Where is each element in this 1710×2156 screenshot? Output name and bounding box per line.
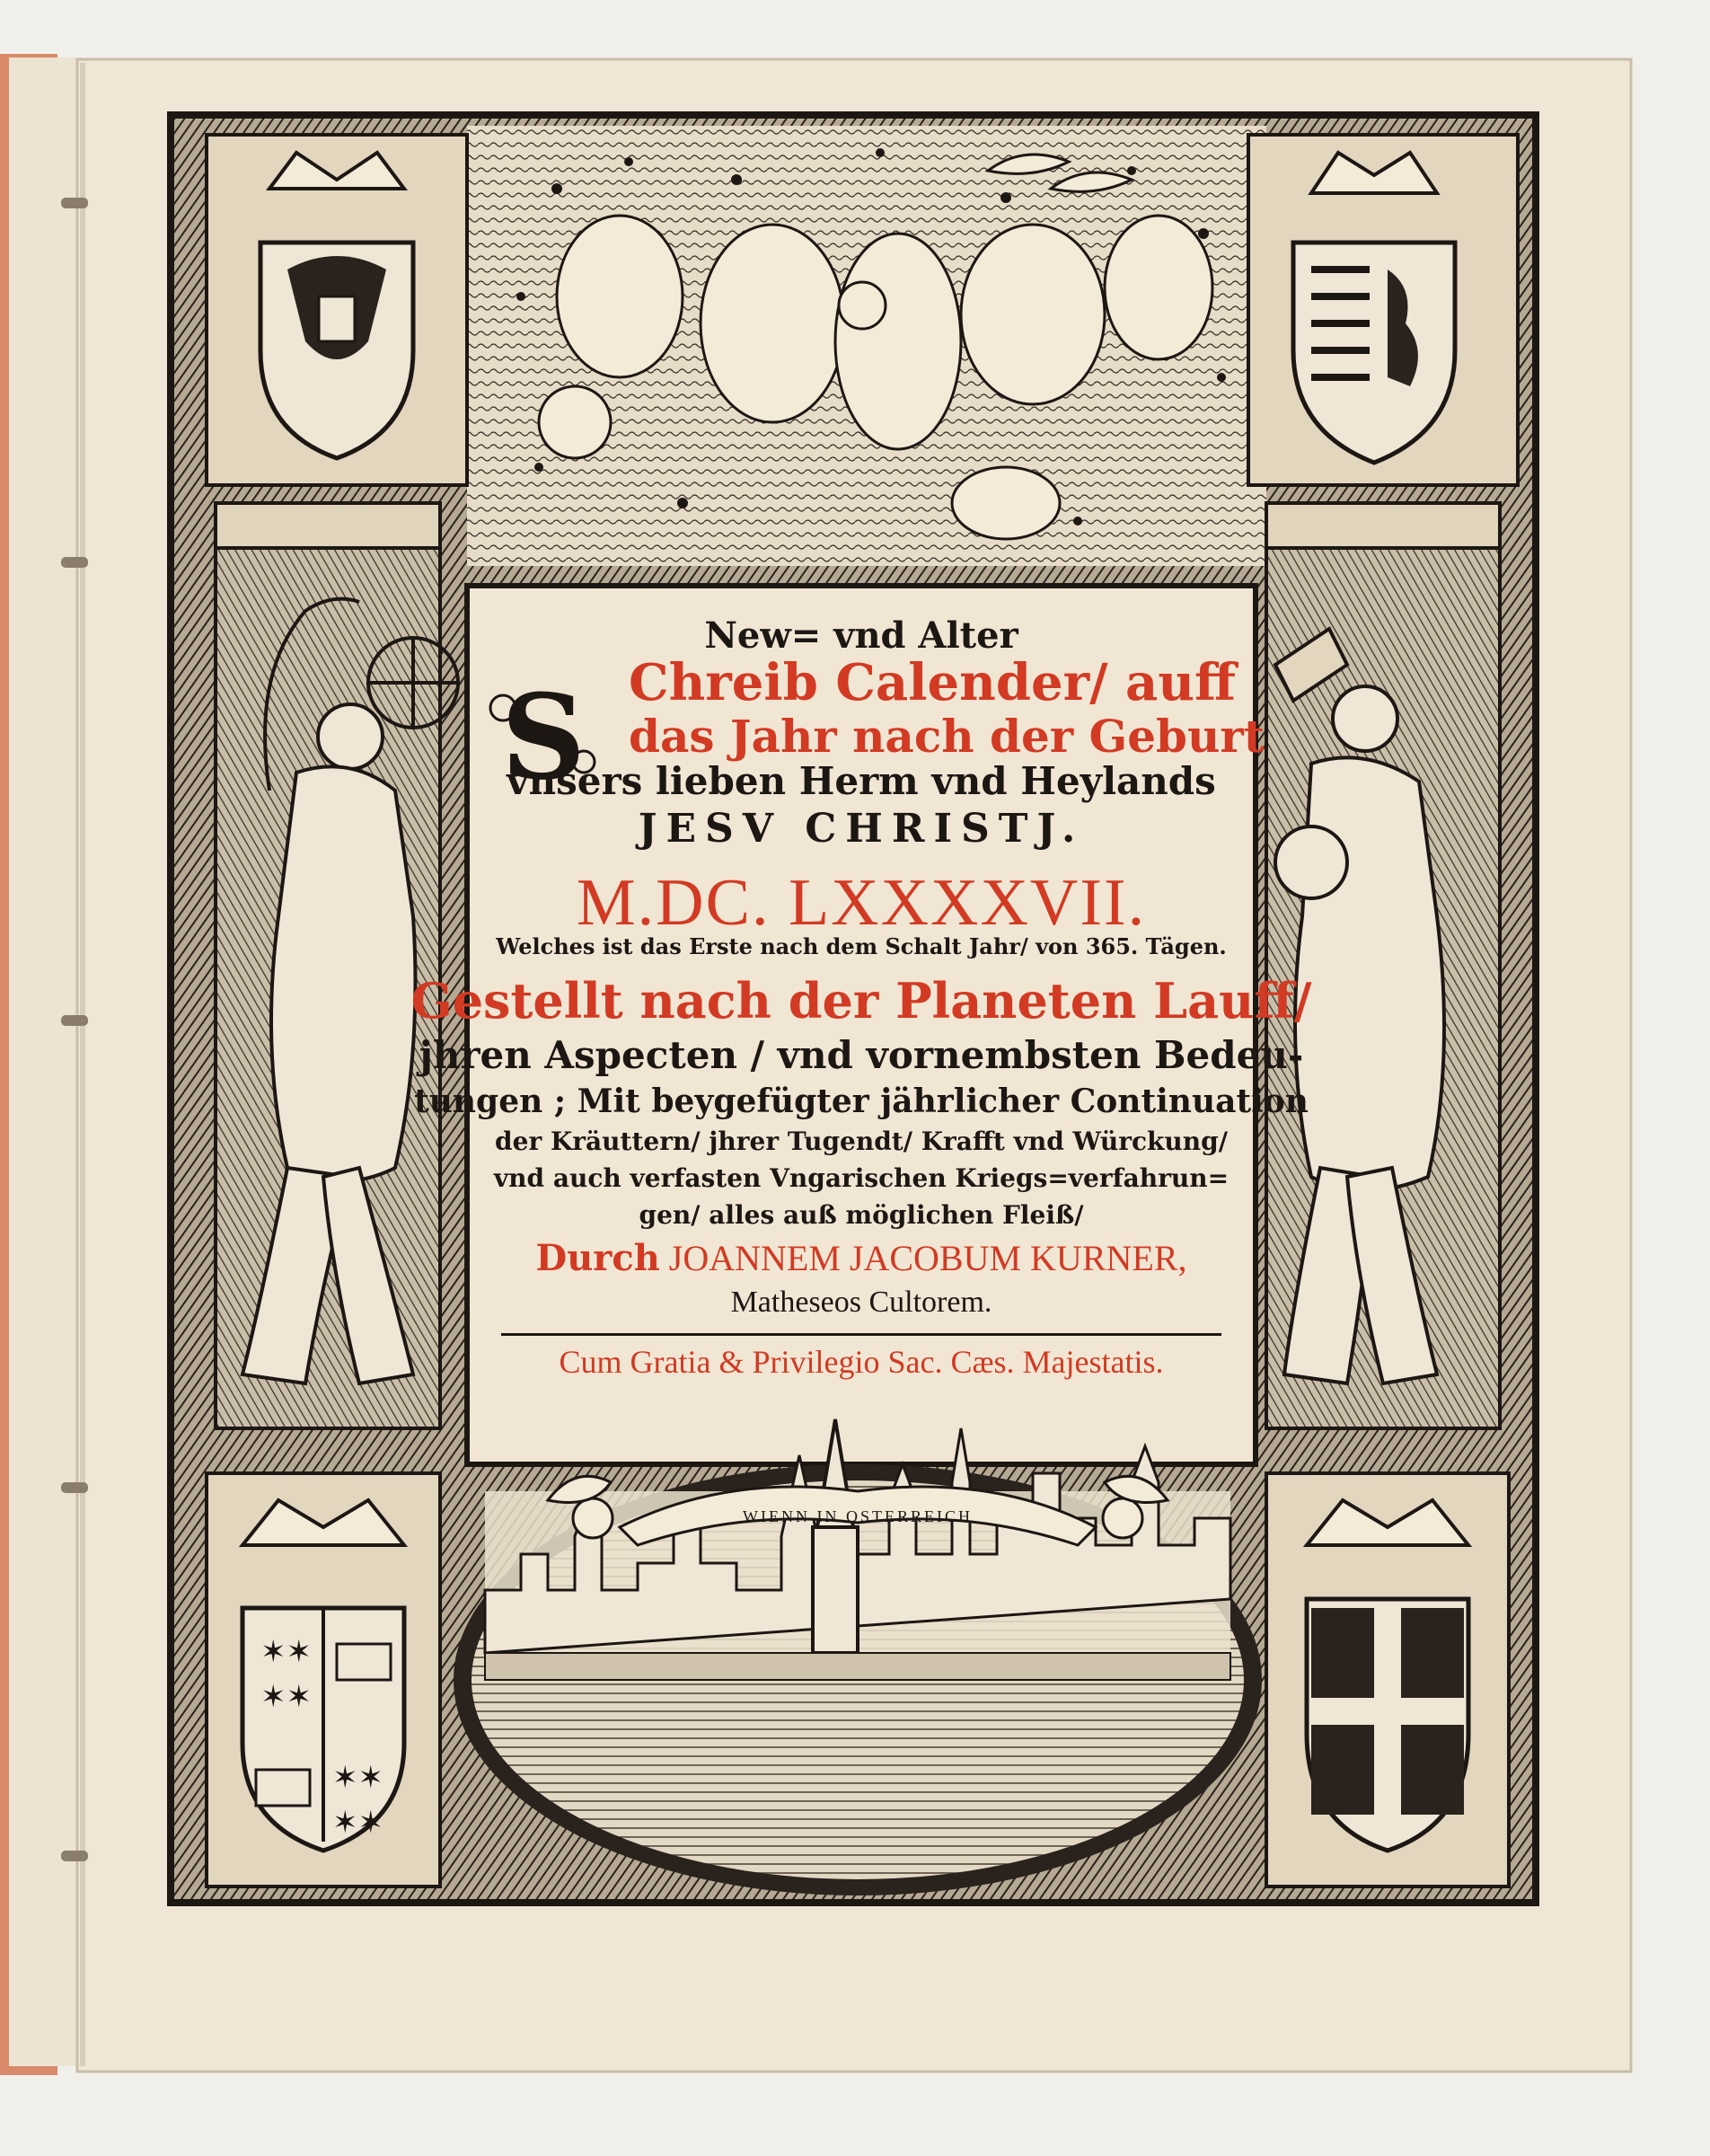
subtitle-line-3: tungen ; Mit beygefügter jährlicher Continuation xyxy=(414,1082,1309,1120)
divider-rule xyxy=(501,1333,1221,1336)
privilege-line: Cum Gratia & Privilegio Sac. Cæs. Majestatis. xyxy=(559,1343,1164,1380)
svg-text:✶✶: ✶✶ xyxy=(332,1760,383,1796)
author-line xyxy=(535,1236,1187,1279)
city-banner-text: WIENN IN OSTERREICH xyxy=(743,1507,973,1525)
svg-text:✶✶: ✶✶ xyxy=(332,1805,383,1841)
svg-text:✶✶: ✶✶ xyxy=(260,1679,312,1715)
svg-text:S: S xyxy=(501,672,586,798)
title-text-panel xyxy=(410,595,1312,1457)
title-line-1: New= vnd Alter xyxy=(704,614,1018,657)
year-note: Welches ist das Erste nach dem Schalt Jahr/ von 365. Tägen. xyxy=(496,932,1227,959)
title-line-4: vnsers lieben Herm vnd Heylands xyxy=(507,758,1216,803)
author-prefix: Durch xyxy=(535,1236,660,1279)
subtitle-line-5: vnd auch verfasten Vngarischen Kriegs=verfahrun= xyxy=(493,1162,1230,1193)
subtitle-line-1: Gestellt nach der Planeten Lauff/ xyxy=(410,971,1312,1029)
subtitle-line-4: der Kräuttern/ jhrer Tugendt/ Krafft vnd Würckung/ xyxy=(495,1127,1228,1157)
author-name: JOANNEM JACOBUM KURNER, xyxy=(668,1237,1187,1278)
svg-text:✶✶: ✶✶ xyxy=(260,1634,312,1670)
year-roman-numeral: M.DC. LXXXXVII. xyxy=(576,866,1147,941)
author-title: Matheseos Cultorem. xyxy=(730,1285,992,1319)
title-line-3: das Jahr nach der Geburt xyxy=(629,709,1265,763)
subtitle-line-6: gen/ alles auß möglichen Fleiß/ xyxy=(639,1199,1084,1230)
subtitle-line-2: jhren Aspecten / vnd vornembsten Bedeu- xyxy=(419,1033,1304,1078)
title-line-2: Chreib Calender/ auff xyxy=(629,653,1237,712)
title-line-5: JESV CHRISTJ. xyxy=(638,805,1085,852)
